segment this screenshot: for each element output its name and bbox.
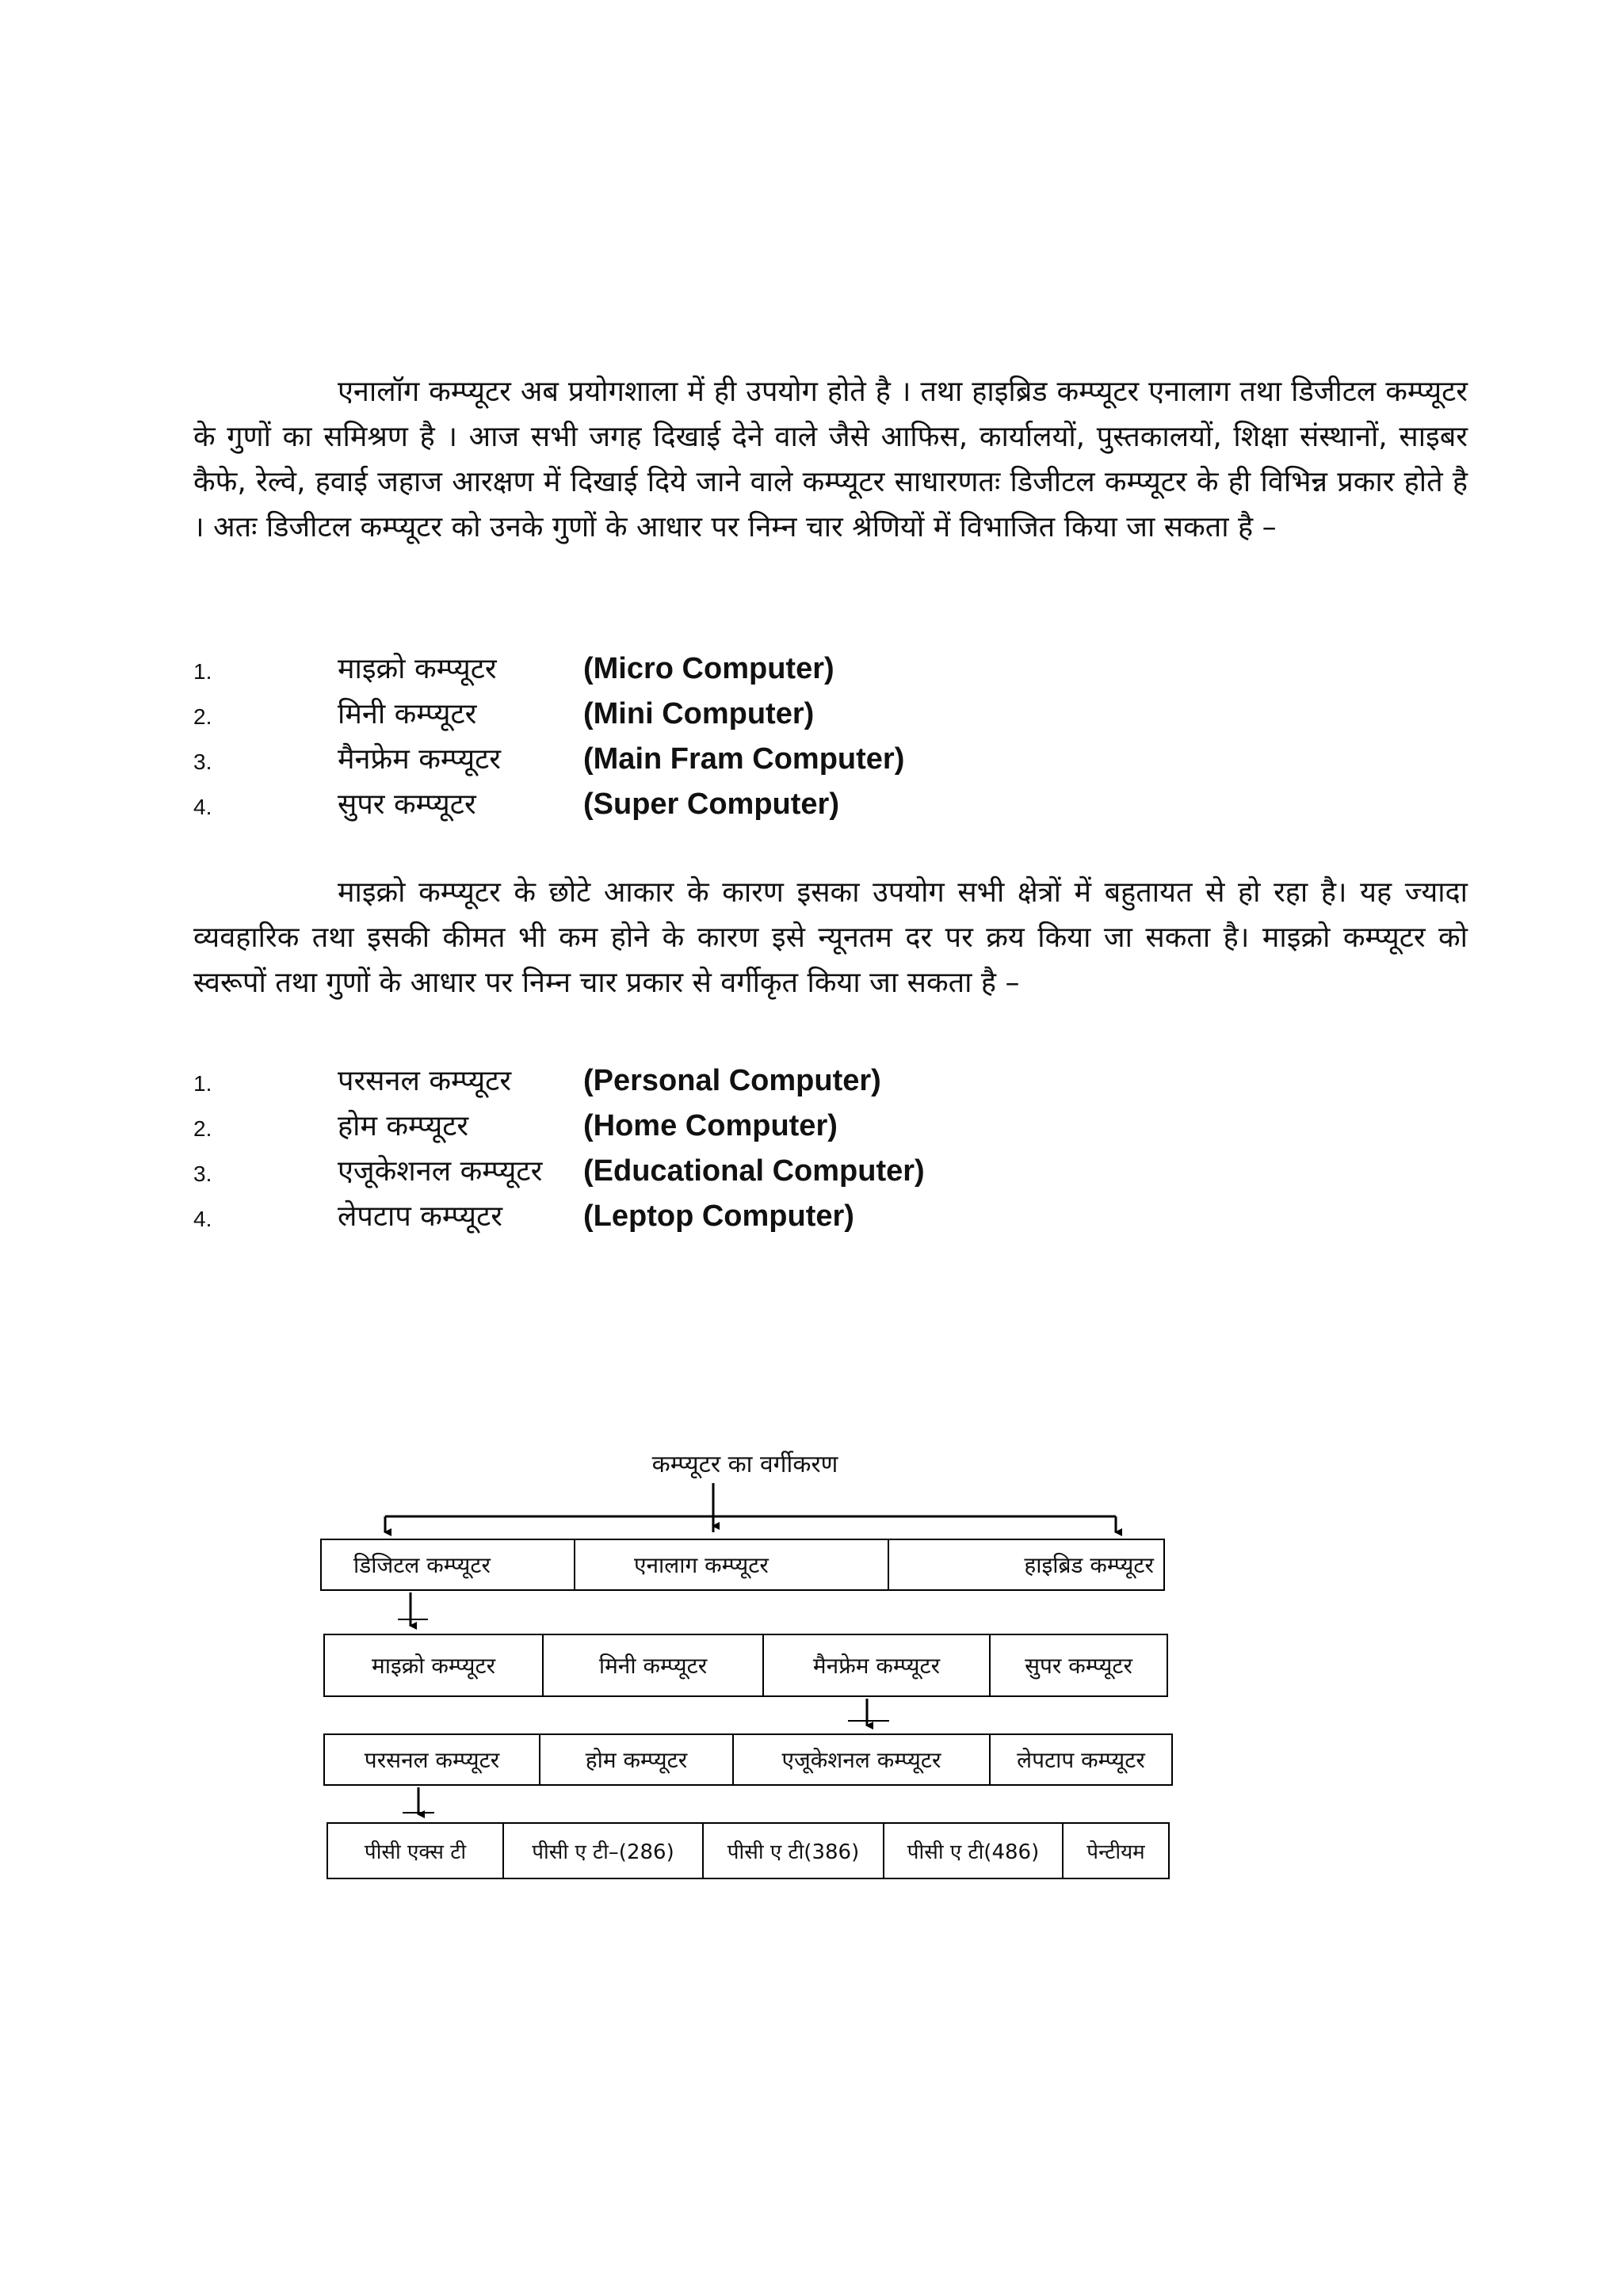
home-computer-cell: होम कम्प्यूटर: [540, 1735, 734, 1784]
list-number: 2.: [193, 1116, 212, 1141]
micro-computer-cell: माइक्रो कम्प्यूटर: [325, 1635, 544, 1695]
super-computer-cell: सुपर कम्प्यूटर: [1025, 1653, 1132, 1679]
hybrid-computer-cell: हाइब्रिड कम्प्यूटर: [1024, 1552, 1154, 1578]
pc-models-row: [327, 1822, 1170, 1879]
hindi-term: सुपर कम्प्यूटर: [338, 788, 476, 821]
micro-computer-types-list: [193, 1058, 1224, 1239]
list-item: [193, 782, 1224, 827]
micro-computer-paragraph-text: माइक्रो कम्प्यूटर के छोटे आकार के कारण इसका उपयोग सभी क्षेत्रों में बहुतायत से हो रहा है। यह ज्यादा व्यवहारिक तथा इसकी कीमत भी कम होने के कारण इसे न्यूनतम दर पर क्रय किया जा सकता है। माइक्रो कम्प्यूटर को स्वरूपों तथा गुणों के आधार पर निम्न चार प्रकार से वर्गीकृत किया जा सकता है –: [193, 876, 1468, 999]
hindi-term: मिनी कम्प्यूटर: [338, 698, 477, 730]
list-item: [193, 646, 1224, 692]
list-item: [193, 1149, 1224, 1194]
micro-computer-paragraph: [193, 870, 1468, 1005]
english-term: (Mini Computer): [583, 697, 815, 730]
personal-computer-cell: परसनल कम्प्यूटर: [325, 1735, 540, 1784]
hindi-term: होम कम्प्यूटर: [338, 1110, 469, 1142]
list-item: [193, 692, 1224, 737]
english-term: (Micro Computer): [583, 652, 834, 685]
english-term: (Super Computer): [583, 788, 839, 821]
pc-at-286-cell: पीसी ए टी–(286): [504, 1824, 704, 1878]
list-number: 1.: [193, 1071, 212, 1096]
hindi-term: माइक्रो कम्प्यूटर: [338, 653, 497, 685]
hindi-term: मैनफ्रेम कम्प्यूटर: [338, 743, 501, 776]
mainframe-computer-cell: मैनफ्रेम कम्प्यूटर: [764, 1635, 991, 1695]
hindi-term: लेपटाप कम्प्यूटर: [338, 1200, 502, 1233]
analog-computer-cell: एनालाग कम्प्यूटर: [575, 1540, 889, 1589]
laptop-computer-cell: लेपटाप कम्प्यूटर: [1017, 1747, 1145, 1773]
educational-computer-cell: एजूकेशनल कम्प्यूटर: [734, 1735, 991, 1784]
list-number: 2.: [193, 704, 212, 729]
micro-computer-categories-row: [323, 1733, 1173, 1786]
digital-computer-categories-row: [323, 1634, 1168, 1697]
pc-xt-cell: पीसी एक्स टी: [328, 1824, 504, 1878]
pc-at-386-cell: पीसी ए टी(386): [704, 1824, 884, 1878]
intro-paragraph-text: एनालॉग कम्प्यूटर अब प्रयोगशाला में ही उपयोग होते है । तथा हाइब्रिड कम्प्यूटर एनालाग तथा डिजीटल कम्प्यूटर के गुणों का समिश्रण है । आज सभी जगह दिखाई देने वाले जैसे आफिस, कार्यालयों, पुस्तकालयों, शिक्षा संस्थानों, साइबर कैफे, रेल्वे, हवाई जहाज आरक्षण में दिखाई दिये जाने वाले कम्प्यूटर साधारणतः डिजीटल कम्प्यूटर के ही विभिन्न प्रकार होते है । अतः डिजीटल कम्प्यूटर को उनके गुणों के आधार पर निम्न चार श्रेणियों में विभाजित किया जा सकता है –: [193, 376, 1468, 543]
english-term: (Main Fram Computer): [583, 742, 905, 776]
list-item: [193, 737, 1224, 782]
english-term: (Home Computer): [583, 1109, 838, 1142]
digital-computer-cell: डिजिटल कम्प्यूटर: [322, 1540, 575, 1589]
pentium-cell: पेन्टीयम: [1086, 1840, 1145, 1864]
computer-types-row: [320, 1539, 1165, 1591]
intro-paragraph: [193, 369, 1468, 550]
list-item: [193, 1058, 1224, 1104]
list-number: 3.: [193, 749, 212, 774]
list-number: 4.: [193, 1207, 212, 1231]
english-term: (Personal Computer): [583, 1064, 881, 1097]
list-number: 1.: [193, 659, 212, 684]
list-number: 3.: [193, 1161, 212, 1186]
diagram-title: कम्प्यूटर का वर्गीकरण: [651, 1451, 838, 1478]
list-item: [193, 1104, 1224, 1149]
list-item: [193, 1194, 1224, 1239]
english-term: (Leptop Computer): [583, 1199, 854, 1233]
digital-computer-types-list: [193, 646, 1224, 827]
mini-computer-cell: मिनी कम्प्यूटर: [544, 1635, 764, 1695]
list-number: 4.: [193, 795, 212, 819]
hindi-term: एजूकेशनल कम्प्यूटर: [338, 1155, 543, 1188]
computer-classification-diagram: [309, 1426, 1181, 1901]
english-term: (Educational Computer): [583, 1154, 925, 1188]
hindi-term: परसनल कम्प्यूटर: [338, 1065, 512, 1097]
pc-at-486-cell: पीसी ए टी(486): [884, 1824, 1064, 1878]
